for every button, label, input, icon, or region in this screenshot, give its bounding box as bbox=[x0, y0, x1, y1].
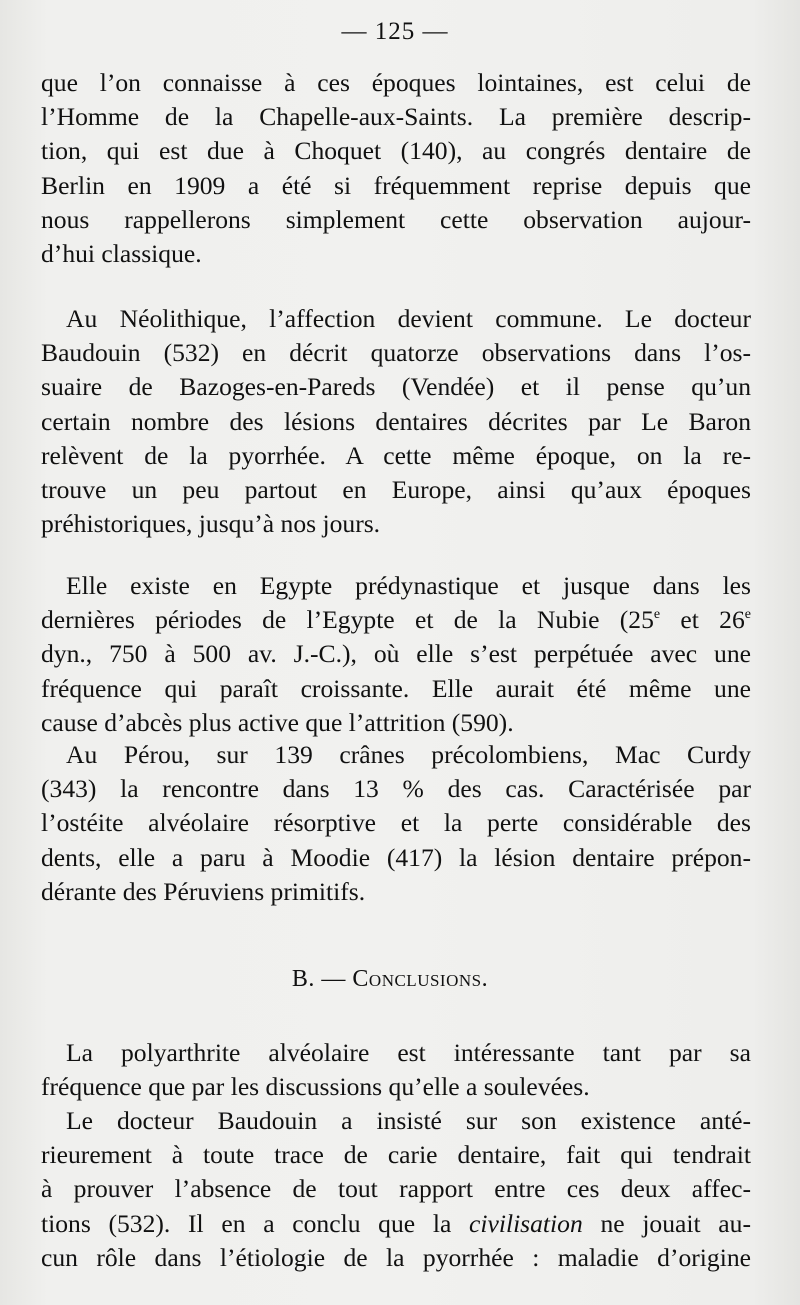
text-segment: dernières périodes de l’Egypte et de la Nubie (25 bbox=[41, 605, 654, 635]
text-line: l’ostéite alvéolaire résorptive et la perte considérable des bbox=[41, 808, 751, 838]
conclusion-paragraph-2 bbox=[41, 1104, 751, 1275]
text-line: La polyarthrite alvéolaire est intéressante tant par sa bbox=[66, 1038, 751, 1067]
text-line: Berlin en 1909 a été si fréquemment reprise depuis que bbox=[41, 170, 751, 200]
text-segment: et 26 bbox=[660, 605, 745, 635]
text-segment: ne jouait au- bbox=[582, 1208, 751, 1238]
paragraph-4 bbox=[41, 738, 751, 909]
text-line: cause d’abcès plus active que l’attrition (590). bbox=[41, 707, 514, 737]
text-line: suaire de Bazoges-en-Pareds (Vendée) et il pense qu’un bbox=[41, 372, 751, 402]
text-line: Au Néolithique, l’affection devient commune. Le docteur bbox=[66, 304, 751, 333]
text-line: d’hui classique. bbox=[41, 238, 202, 268]
text-line: préhistoriques, jusqu’à nos jours. bbox=[41, 509, 381, 539]
text-line: Elle existe en Egypte prédynastique et jusque dans les bbox=[66, 571, 751, 600]
paragraph-3 bbox=[41, 569, 751, 740]
superscript: e bbox=[744, 607, 751, 623]
text-line: Au Pérou, sur 139 crânes précolombiens, Mac Curdy bbox=[66, 740, 751, 769]
italic-word: civilisation bbox=[469, 1208, 583, 1238]
text-line-with-superscripts bbox=[41, 603, 751, 637]
text-line-with-italic bbox=[41, 1207, 751, 1241]
text-line: fréquence que par les discussions qu’elle a soulevées. bbox=[41, 1072, 590, 1102]
section-prefix: B. — bbox=[291, 966, 353, 992]
text-line: que l’on connaisse à ces époques lointaines, est celui de bbox=[41, 68, 751, 97]
text-line: Baudouin (532) en décrit quatorze observations dans l’os- bbox=[41, 338, 751, 368]
text-line: trouve un peu partout en Europe, ainsi qu’aux époques bbox=[41, 474, 751, 504]
text-line: dents, elle a paru à Moodie (417) la lésion dentaire prépon- bbox=[41, 842, 751, 872]
paragraph-1 bbox=[41, 66, 751, 271]
text-segment: tions (532). Il en a conclu que la bbox=[41, 1208, 470, 1238]
text-line: relèvent de la pyorrhée. A cette même époque, on la re- bbox=[41, 440, 751, 470]
superscript: e bbox=[653, 607, 661, 623]
conclusion-paragraph-1 bbox=[41, 1036, 751, 1104]
text-line: l’Homme de la Chapelle-aux-Saints. La première descrip- bbox=[41, 102, 751, 132]
text-line: tion, qui est due à Choquet (140), au congrés dentaire de bbox=[41, 136, 751, 166]
section-heading bbox=[0, 966, 780, 993]
text-line: nous rappellerons simplement cette observation aujour- bbox=[41, 204, 751, 234]
section-title: Conclusions. bbox=[352, 966, 489, 992]
text-line: à prouver l’absence de tout rapport entre ces deux affec- bbox=[41, 1174, 751, 1204]
text-line: dyn., 750 à 500 av. J.-C.), où elle s’est perpétuée avec une bbox=[41, 639, 751, 669]
text-line: fréquence qui paraît croissante. Elle aurait été même une bbox=[41, 673, 751, 703]
text-line: rieurement à toute trace de carie dentaire, fait qui tendrait bbox=[41, 1140, 751, 1170]
text-line: Le docteur Baudouin a insisté sur son existence anté- bbox=[66, 1106, 751, 1135]
text-line: (343) la rencontre dans 13 % des cas. Caractérisée par bbox=[41, 774, 751, 804]
text-line: dérante des Péruviens primitifs. bbox=[41, 876, 366, 906]
paragraph-2 bbox=[41, 302, 751, 541]
text-line: certain nombre des lésions dentaires décrites par Le Baron bbox=[41, 406, 751, 436]
text-line: cun rôle dans l’étiologie de la pyorrhée : maladie d’origine bbox=[41, 1242, 751, 1272]
page-number: — 125 — bbox=[341, 18, 449, 45]
